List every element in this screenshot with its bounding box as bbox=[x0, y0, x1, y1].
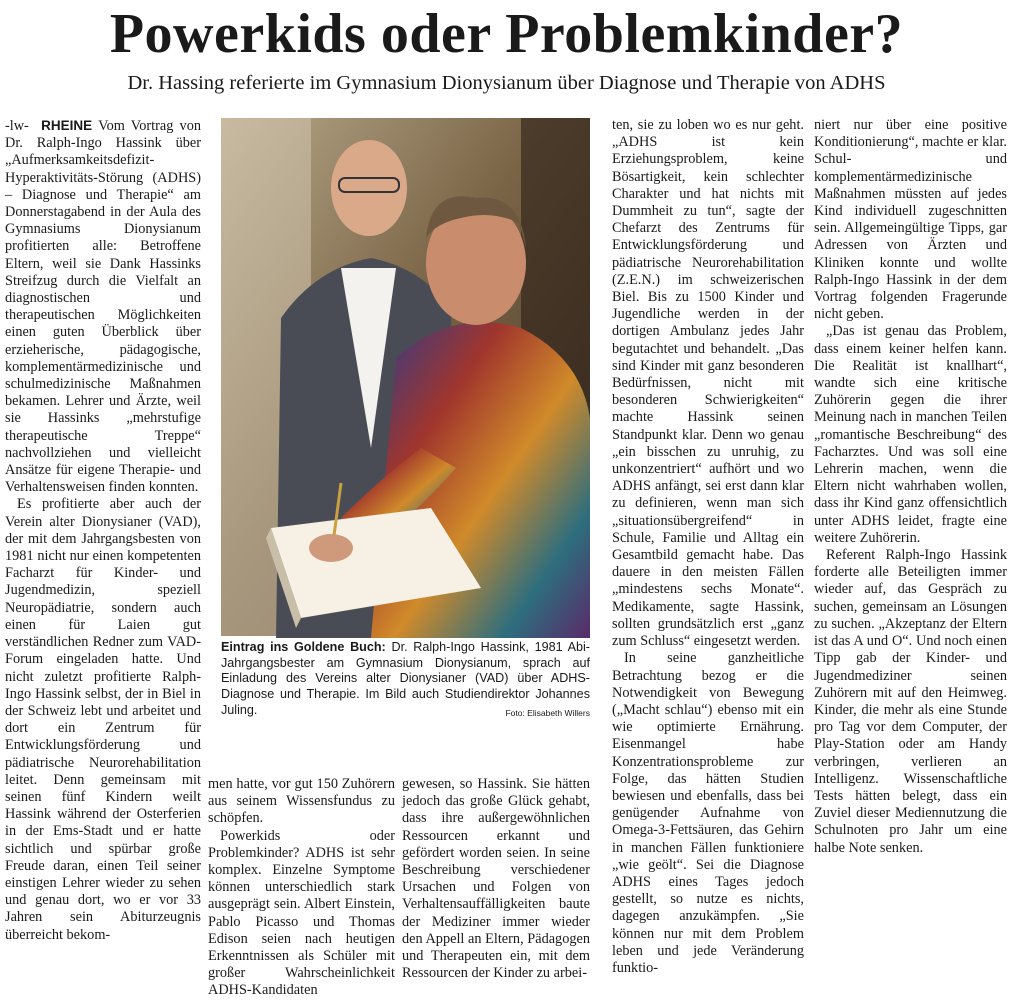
caption-text: Dr. Ralph-Ingo Hassink, 1981 Abi-Jahrgangsbester am Gymnasium Dionysianum, sprach auf Einladung des Vereins alter Dionysianer (VAD) über ADHS-Diagnose und Therapie. Im Bild auch Studiendirektor Johannes Juling. bbox=[221, 640, 590, 717]
article-photo bbox=[221, 118, 590, 636]
article-column-2a bbox=[208, 776, 395, 999]
article-column-3 bbox=[612, 117, 804, 976]
lead-paragraph bbox=[5, 117, 201, 496]
paragraph: gewesen, so Hassink. Sie hätten jedoch das große Glück gehabt, dass ihre außergewöhnlichen Ressourcen erkannt und gefördert worden seien. In seine Beschreibung verschiedener Ursachen und Folgen von Verhaltensauffälligkeiten baute der Mediziner immer wieder den Appell an Eltern, Pädagogen und Therapeuten ein, mit dem Ressourcen der Kinder zu arbei- bbox=[402, 776, 590, 982]
paragraph: ten, sie zu loben wo es nur geht. „ADHS ist kein Erziehungsproblem, keine Bösartigkeit, kein schlechter Charakter und hat nichts mit Dummheit zu tun“, sagte der Chefarzt des Zentrums für Entwicklungsförderung und pädiatrische Neurorehabilitation (Z.E.N.) im schweizerischen Biel. Bis zu 1500 Kinder und Jugendliche werden in der dortigen Ambulanz jedes Jahr begutachtet und behandelt. „Das sind Kinder mit ganz besonderen Bedürfnissen, nicht mit besonderen Schwierigkeiten“ machte Hassink seinen Standpunkt klar. Denn wo genau „ein bisschen zu unruhig, zu unkonzentriert“ aufhört und wo ADHS anfängt, sei erst dann klar zu definieren, wenn man sich „situationsübergreifend“ in Schule, Familie und Alltag ein Gesamtbild gemacht habe. Das dauere in den meisten Fällen „mindestens sechs Monate“. Medikamente, sagte Hassink, sollten grundsätzlich erst „ganz zum Schluss“ eingesetzt werden. bbox=[612, 117, 804, 650]
paragraph: Es profitierte aber auch der Verein alter Dionysianer (VAD), der mit dem Jahrgangsbesten von 1981 nicht nur einen kompetenten Facharzt für Kinder- und Jugendmedizin, speziell Neuropädiatrie, sondern auch einen für Laien gut verständlichen Redner zum VAD-Forum eingeladen hatte. Und nicht zuletzt profitierte Ralph-Ingo Hassink selbst, der in Biel in der Schweiz lebt und arbeitet und dort ein Zentrum für Entwicklungsförderung und pädiatrische Neurorehabilitation leitet. Denn gemeinsam mit seinen fünf Kindern weilt Hassink während der Osterferien in der Ems-Stadt und er hatte sichtlich und spürbar große Freude daran, einen Teil seiner einstigen Lehrer wieder zu sehen und genau dort, wo er vor 33 Jahren sein Abiturzeugnis überreicht bekom- bbox=[5, 496, 201, 943]
headline: Powerkids oder Problemkinder? bbox=[109, 3, 904, 65]
caption-lead: Eintrag ins Goldene Buch: bbox=[221, 640, 386, 654]
photo-illustration bbox=[221, 118, 590, 636]
paragraph: niert nur über eine positive Konditionierung“, machte er klar. Schul- und komplementärmedizinische Maßnahmen müssten auf jedes Kind individuell zugeschnitten sein. Allgemeingültige Tipps, gar Adressen von Ärzten und Kliniken konnte und wollte Ralph-Ingo Hassink in der dem Vortrag folgenden Fragerunde nicht geben. bbox=[814, 117, 1007, 323]
article-column-2b bbox=[402, 776, 590, 982]
paragraph: men hatte, vor gut 150 Zuhörern aus seinem Wissensfundus zu schöpfen. bbox=[208, 776, 395, 827]
dateline: RHEINE bbox=[41, 118, 93, 133]
subheadline: Dr. Hassing referierte im Gymnasium Dionysianum über Diagnose und Therapie von ADHS bbox=[127, 72, 886, 94]
photo-caption bbox=[221, 640, 590, 719]
paragraph: Referent Ralph-Ingo Hassink forderte alle Beteiligten immer wieder auf, das Gespräch zu suchen, gemeinsam an Lösungen zu suchen. „Akzeptanz der Eltern ist das A und O“. Und noch einen Tipp gab der Kinder- und Jugendmediziner seinen Zuhörern mit auf den Heimweg. Kinder, die mehr als eine Stunde pro Tag vor dem Computer, der Play-Station oder am Handy verbringen, verlieren an Intelligenz. Wissenschaftliche Tests hätten belegt, dass ein Zuviel dieser Mediennutzung die Schulnoten pro Jahr um eine halbe Note senken. bbox=[814, 547, 1007, 856]
lead-text: Vom Vortrag von Dr. Ralph-Ingo Hassink über „Aufmerksamkeitsdefizit-Hyperaktivitäts-Störung (ADHS) – Diagnose und Therapie“ am Donnerstagabend in der Aula des Gymnasiums Dionysianum profitierten alle: Betroffene Eltern, weil sie Dank Hassinks Streifzug durch die Vielfalt an diagnostischen und therapeutischen Möglichkeiten einen guten Überblick über erzieherische, pädagogische, komplementärmedizinische und schulmedizinische Maßnahmen bekamen. Lehrer und Ärzte, weil sie Hassinks „mehrstufige therapeutische Treppe“ nachvollziehen und vielleicht Ansätze für eigene Therapie- und Verhaltensweisen finden konnten. bbox=[5, 118, 201, 496]
photo-credit: Foto: Elisabeth Willers bbox=[505, 708, 590, 718]
byline: -lw- bbox=[5, 118, 29, 134]
paragraph: In seine ganzheitliche Betrachtung bezog er die Notwendigkeit von Bewegung („Macht schlau“) ebenso mit ein wie optimierte Ernährung. Eisenmangel habe Konzentrationsprobleme zur Folge, das hätten Studien bewiesen und ebenfalls, dass bei genügender Aufnahme von Omega-3-Fettsäuren, das Gehirn in manchen Fällen funktioniere „wie geölt“. Sei die Diagnose ADHS eines Tages jedoch gestellt, so nutze es nichts, dagegen anzukämpfen. „Sie können nur mit dem Problem leben und jede Veränderung funktio- bbox=[612, 650, 804, 976]
article-column-4 bbox=[814, 117, 1007, 897]
article-column-1 bbox=[5, 117, 201, 967]
paragraph: Powerkids oder Problemkinder? ADHS ist sehr komplex. Einzelne Symptome können unterschiedlich stark ausgeprägt sein. Albert Einstein, Pablo Picasso und Thomas Edison seien nach heutigen Erkenntnissen als Schüler mit großer Wahrscheinlichkeit ADHS-Kandidaten bbox=[208, 827, 395, 999]
paragraph: „Das ist genau das Problem, dass einem keiner helfen kann. Die Realität ist knallhart“, wandte sich eine kritische Zuhörerin gegen die ihrer Meinung nach in manchen Teilen „romantische Beschreibung“ des Facharztes. Und was soll eine Lehrerin machen, wenn die Eltern nicht wahrhaben wollen, dass ihr Kind ganz offensichtlich unter ADHS leidet, fragte eine weitere Zuhörerin. bbox=[814, 323, 1007, 546]
